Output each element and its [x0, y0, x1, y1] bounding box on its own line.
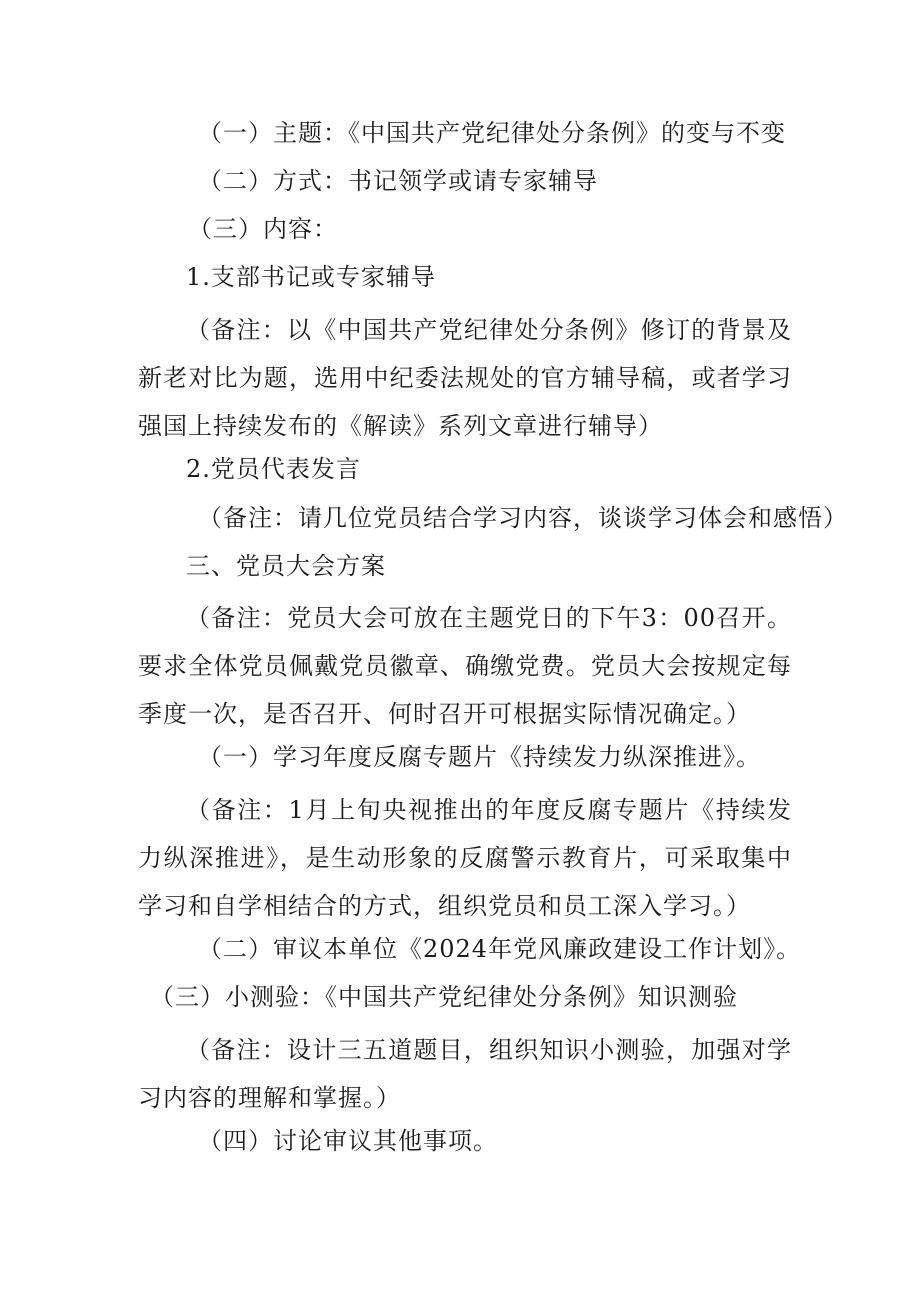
heading-content: （三）内容：: [188, 215, 338, 243]
item-member-speech: 2.党员代表发言: [186, 455, 361, 483]
heading-theme: （一）主题：《中国共产党纪律处分条例》的变与不变: [198, 119, 786, 147]
item-anticorruption-film: （一）学习年度反腐专题片《持续发力纵深推进》。: [198, 743, 761, 771]
note-lecture: （备注：以《中国共产党纪律处分条例》修订的背景及新老对比为题，选用中纪委法规处的官方辅导稿，或者学习强国上持续发布的《解读》系列文章进行辅导）: [138, 316, 792, 440]
note-member-speech: （备注：请几位党员结合学习内容，谈谈学习体会和感悟）: [198, 504, 848, 532]
note-quiz: （备注：设计三五道题目，组织知识小测验，加强对学习内容的理解和掌握。）: [138, 1036, 792, 1112]
heading-method: （二）方式：书记领学或请专家辅导: [198, 167, 598, 195]
item-review-plan: （二）审议本单位《2024年党风廉政建设工作计划》。: [198, 935, 802, 963]
item-other-matters: （四）讨论审议其他事项。: [198, 1127, 498, 1155]
item-quiz: （三）小测验：《中国共产党纪律处分条例》知识测验: [150, 983, 738, 1011]
section-heading-meeting: 三、党员大会方案: [186, 552, 386, 580]
item-secretary-lecture: 1.支部书记或专家辅导: [186, 263, 436, 291]
note-anticorruption-film: （备注：1月上旬央视推出的年度反腐专题片《持续发力纵深推进》，是生动形象的反腐警示教育片，可采取集中学习和自学相结合的方式，组织党员和员工深入学习。）: [138, 796, 792, 920]
note-meeting: （备注：党员大会可放在主题党日的下午3：00召开。要求全体党员佩戴党员徽章、确缴党费。党员大会按规定每季度一次，是否召开、何时召开可根据实际情况确定。）: [138, 604, 792, 728]
